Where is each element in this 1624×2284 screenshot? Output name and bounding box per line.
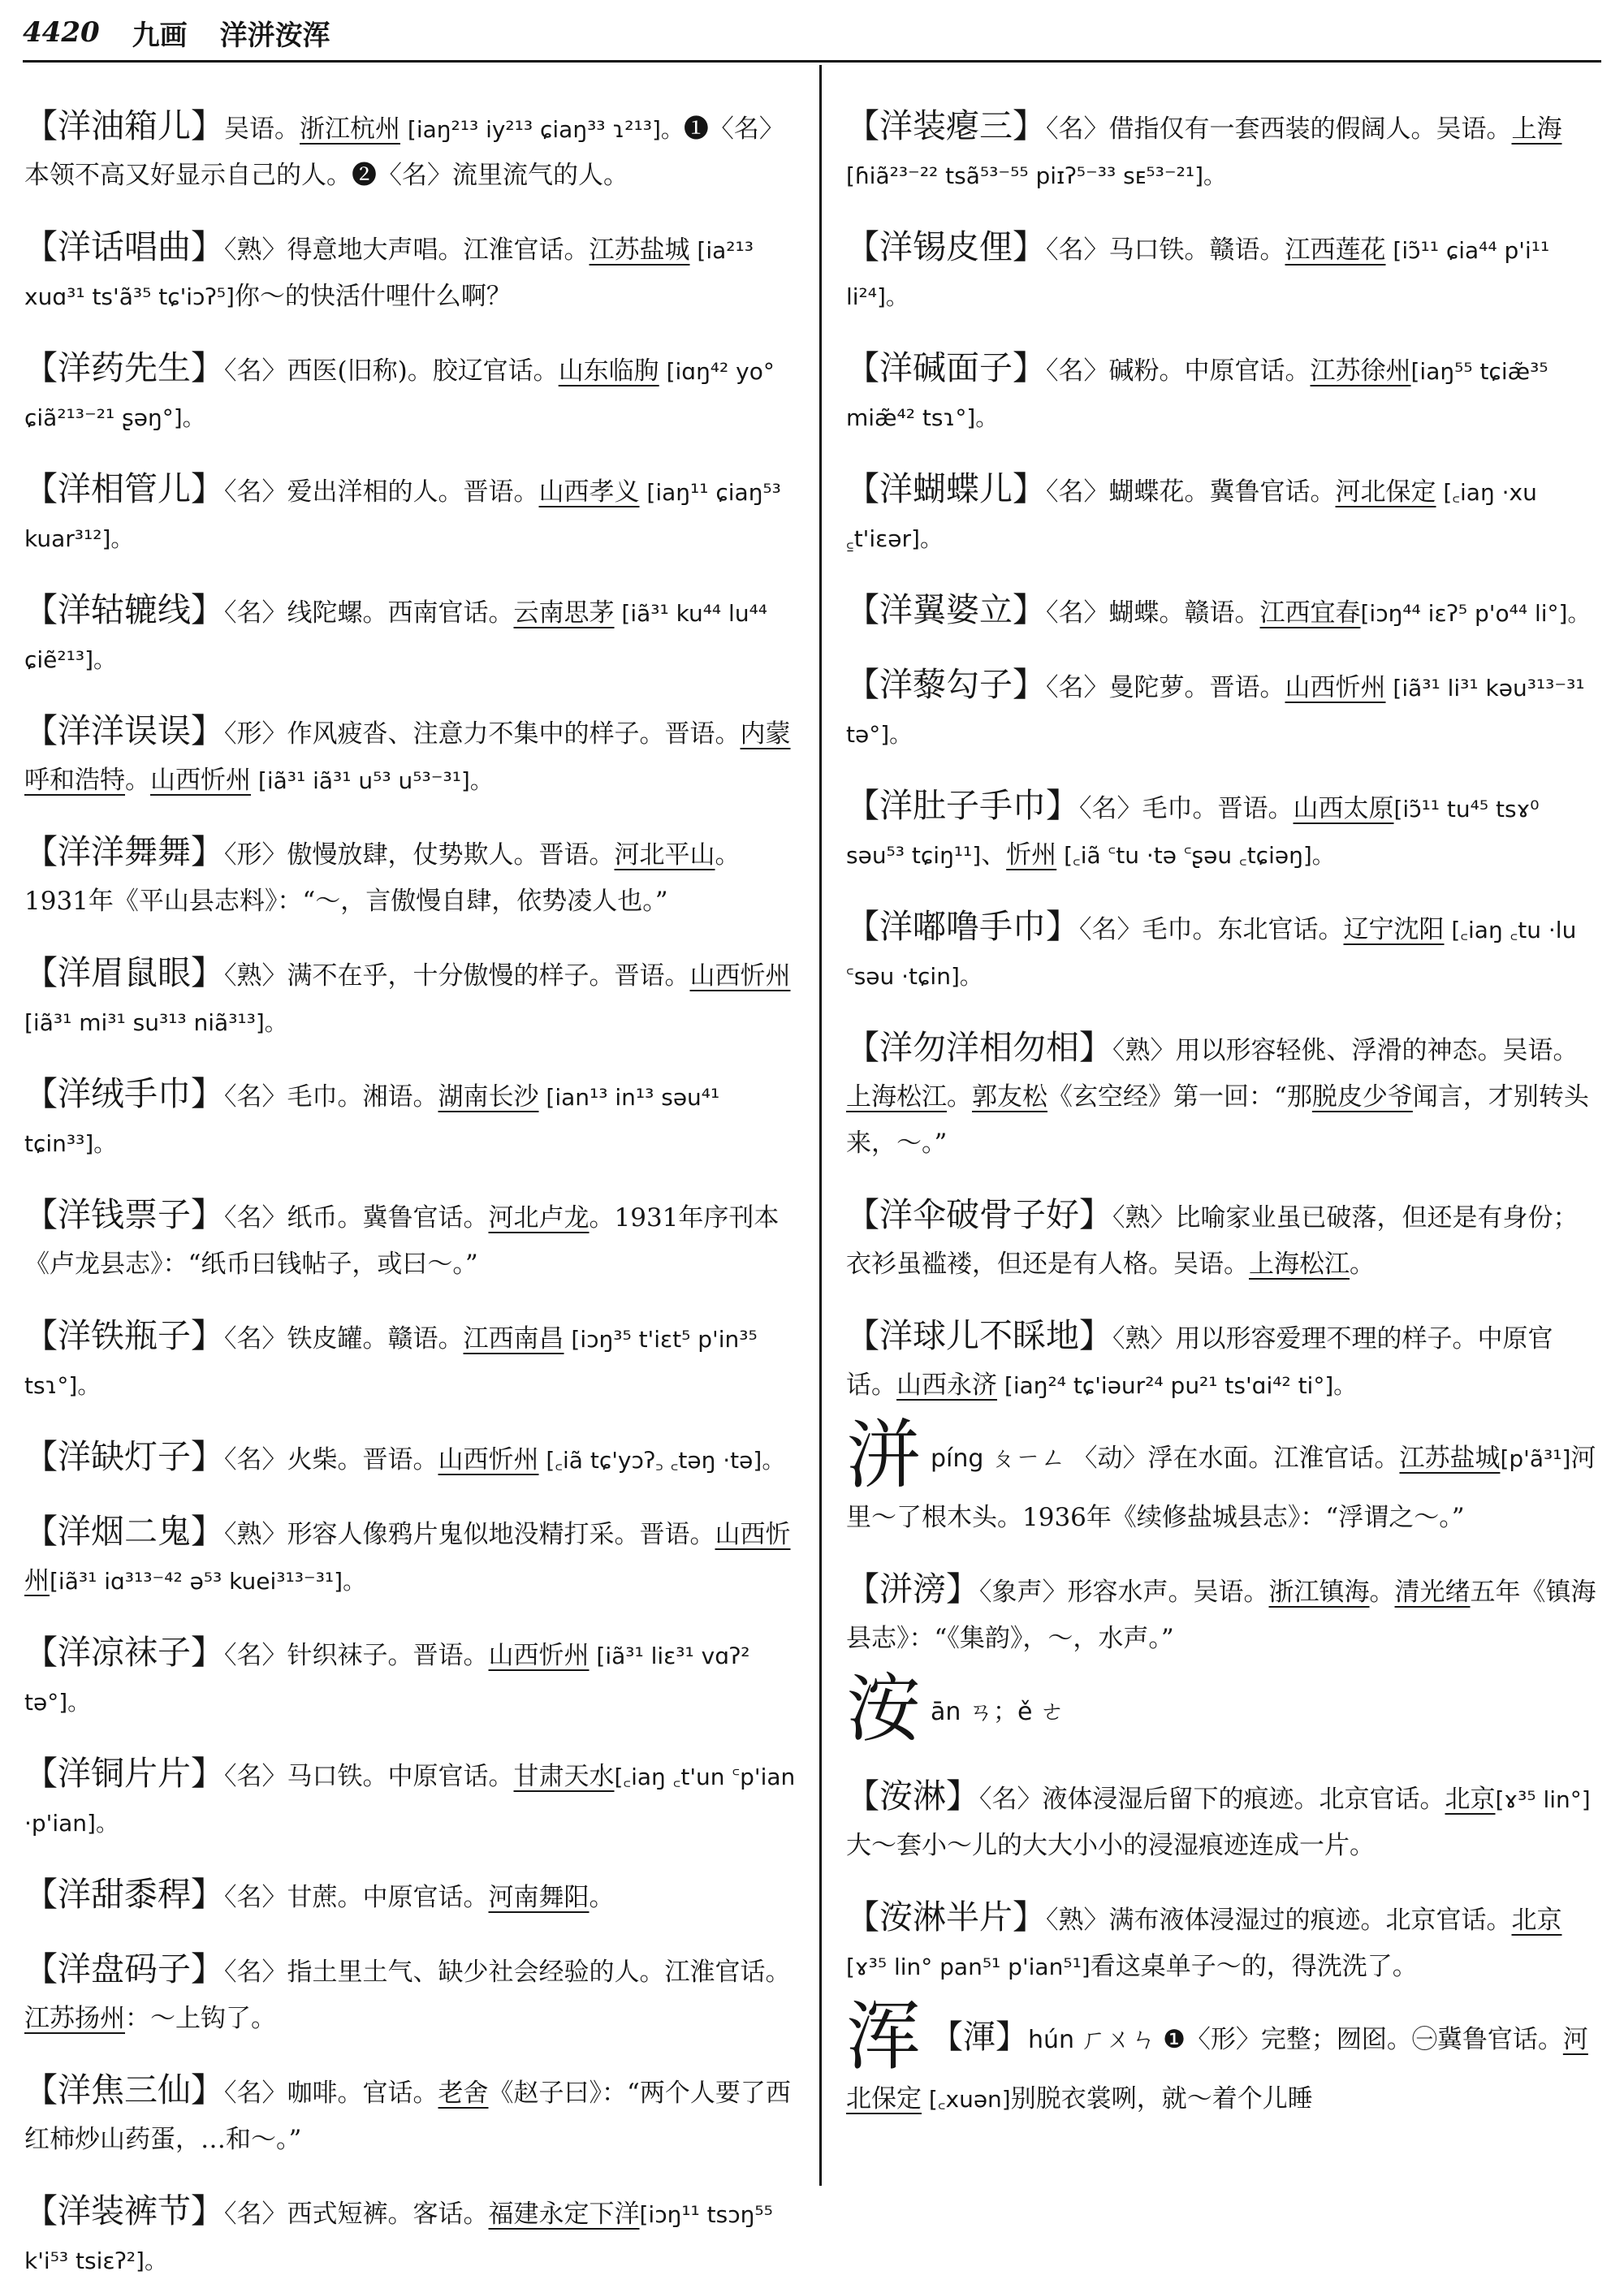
- phonetic-transcription: [ian¹³ in¹³ səu⁴¹ tɕin³³]。: [24, 1084, 720, 1157]
- place-name: 山西忻州: [24, 1520, 791, 1595]
- head-character: 洴: [846, 1412, 922, 1499]
- place-name: 江苏扬州: [24, 2004, 125, 2033]
- place-name: 山西太原: [1293, 794, 1394, 823]
- place-name: 郭友松: [972, 1082, 1047, 1112]
- dictionary-entry: [846, 1192, 1600, 1288]
- definition-text: 你～的快活什哩什么啊？: [234, 282, 512, 311]
- place-name: 江西宜春: [1259, 598, 1361, 628]
- place-name: 山西忻州: [150, 766, 251, 795]
- entry-headword: 【洋轱辘线】: [24, 590, 224, 629]
- place-name: 云南思茅: [513, 598, 615, 628]
- definition-text: 。: [125, 766, 150, 795]
- place-name: 上海松江: [846, 1082, 947, 1112]
- definition-text: 吴语。: [224, 114, 300, 144]
- place-name: 清光绪: [1394, 1578, 1471, 1607]
- page-header: [23, 8, 1601, 57]
- entry-headword: 【洋油箱儿】: [24, 106, 224, 145]
- phonetic-transcription: [iɔ̃¹¹ tu⁴⁵ tsɤ⁰ səu⁵³ tɕiŋ¹¹]: [846, 796, 1540, 869]
- definition-text: 闻言，才别转头来，～。”: [846, 1082, 1589, 1158]
- place-name: 老舍: [438, 2079, 489, 2108]
- definition-text: 〈名〉火柴。晋语。: [224, 1445, 438, 1474]
- dictionary-entry: [24, 708, 802, 804]
- entry-headword: 【洋锡皮俚】: [846, 227, 1046, 266]
- entry-headword: 【洋药先生】: [24, 348, 224, 387]
- place-name: 山西忻州: [689, 961, 791, 991]
- stroke-section: 九画: [132, 19, 188, 52]
- definition-text: 别脱衣裳咧，就～着个儿睡: [1010, 2084, 1313, 2113]
- phonetic-transcription: [꜀iaŋ ꜀tu ·lu ꜂səu ·tɕin]。: [846, 917, 1577, 990]
- place-name: 河南舞阳: [488, 1883, 590, 1912]
- entry-headword: 【洋肚子手巾】: [846, 786, 1079, 825]
- definition-text: 。1931年序刊本《卢龙县志》：“纸币曰钱帖子，或曰～。”: [24, 1203, 780, 1279]
- phonetic-transcription: [꜀iã tɕ'yɔʔ꜆ ꜀təŋ ·tə]。: [538, 1447, 785, 1474]
- character-entry: [846, 1993, 1600, 2122]
- bopomofo: ㄏㄨㄣ: [1081, 2025, 1157, 2054]
- place-name: 浙江镇海: [1268, 1578, 1370, 1607]
- definition-text: 〈名〉针织袜子。晋语。: [224, 1641, 489, 1670]
- entry-headword: 【洝淋半片】: [846, 1898, 1046, 1936]
- pinyin: ān ㄢ；ě ㄜ: [931, 1698, 1065, 1726]
- dictionary-entry: [24, 2188, 802, 2284]
- entry-headword: 【洋翼婆立】: [846, 590, 1046, 629]
- dictionary-entry: [24, 1630, 802, 1725]
- dictionary-entry: [846, 1894, 1600, 1990]
- entry-headword: 【洋装裤节】: [24, 2191, 224, 2230]
- definition-text: 〈名〉曼陀萝。晋语。: [1046, 673, 1285, 702]
- definition-text: 〈名〉马口铁。中原官话。: [224, 1762, 514, 1791]
- dictionary-entry: [24, 1192, 802, 1288]
- definition-text: 〈熟〉满布液体浸湿过的痕迹。北京官话。: [1046, 1906, 1512, 1935]
- phonetic-transcription: [iã³¹ liɛ³¹ vɑʔ² tə°]。: [24, 1643, 750, 1716]
- place-name: 河北保定: [1335, 477, 1436, 507]
- place-name: 上海松江: [1249, 1250, 1350, 1279]
- definition-text: 〈名〉甘蔗。中原官话。: [224, 1883, 489, 1912]
- place-name: 山西忻州: [438, 1445, 539, 1474]
- definition-text: 〈名〉铁皮罐。赣语。: [224, 1324, 464, 1354]
- definition-text: 。: [1369, 1578, 1395, 1607]
- phonetic-transcription: [ia²¹³ xuɑ³¹ ts'ã³⁵ tɕ'iɔʔ⁵]: [24, 237, 754, 310]
- definition-text: 〈名〉指土里土气、缺少社会经验的人。江淮官话。: [224, 1958, 791, 1987]
- dictionary-entry: [24, 1509, 802, 1604]
- place-name: 江西莲花: [1285, 235, 1386, 265]
- place-name: 江苏盐城: [589, 235, 690, 265]
- definition-text: 。: [947, 1082, 972, 1112]
- place-name: 脱皮少爷: [1311, 1082, 1413, 1112]
- entry-headword: 【洋藜勾子】: [846, 665, 1046, 704]
- page-number: 4420: [23, 16, 100, 49]
- traditional-variant: 【渾】: [931, 2018, 1029, 2056]
- phonetic-transcription: [iɔŋ⁴⁴ iɛʔ⁵ p'o⁴⁴ li°]。: [1360, 600, 1591, 627]
- dictionary-entry: [24, 1946, 802, 2042]
- place-name: 山西忻州: [1285, 673, 1386, 702]
- place-name: 山西忻州: [488, 1641, 590, 1670]
- phonetic-transcription: [iɑŋ⁴² yo° ɕiã²¹³⁻²¹ ʂəŋ°]。: [24, 358, 775, 431]
- dictionary-entry: [846, 1313, 1600, 1409]
- definition-text: 〈名〉西式短裤。客话。: [224, 2200, 489, 2229]
- place-name: 河北平山: [614, 840, 715, 870]
- phonetic-transcription: [iaŋ⁵⁵ tɕiæ̃³⁵ miæ̃⁴² tsɿ°]。: [846, 358, 1548, 431]
- running-headwords: 洋洴洝浑: [219, 19, 330, 52]
- place-name: 山西孝义: [538, 477, 640, 507]
- place-name: 上海: [1511, 114, 1562, 144]
- dictionary-entry: [846, 1773, 1600, 1869]
- definition-text: 〈形〉傲慢放肆，仗势欺人。晋语。: [224, 840, 615, 870]
- phonetic-transcription: [iã³¹ mi³¹ su³¹³ niã³¹³]。: [24, 1009, 287, 1036]
- definition-text: 。: [589, 1883, 615, 1912]
- place-name: 福建永定下洋: [488, 2200, 640, 2229]
- entry-headword: 【洋盘码子】: [24, 1949, 224, 1988]
- dictionary-entry: [24, 1751, 802, 1846]
- place-name: 忻州: [1006, 840, 1057, 870]
- definition-text: 〈名〉马口铁。赣语。: [1046, 235, 1285, 265]
- phonetic-transcription: [꜀iaŋ ·xu ꜁t'iɛər]。: [846, 479, 1537, 552]
- definition-text: 〈名〉线陀螺。西南官话。: [224, 598, 514, 628]
- definition-text: 〈名〉纸币。冀鲁官话。: [224, 1203, 489, 1233]
- place-name: 河北卢龙: [488, 1203, 590, 1233]
- entry-headword: 【洋蝴蝶儿】: [846, 469, 1046, 508]
- definition-text: 看这桌单子～的，得洗洗了。: [1090, 1952, 1418, 1981]
- dictionary-entry: [24, 224, 802, 320]
- phonetic-transcription: [iã³¹ li³¹ kəu³¹³⁻³¹ tə°]。: [846, 675, 1585, 748]
- entry-headword: 【洋焦三仙】: [24, 2070, 224, 2109]
- definition-text: 〈名〉咖啡。官话。: [224, 2079, 438, 2108]
- entry-headword: 【洋球儿不睬地】: [846, 1316, 1112, 1355]
- definition-text: 。: [1350, 1250, 1375, 1279]
- place-name: 山西永济: [896, 1371, 997, 1400]
- dictionary-entry: [24, 1071, 802, 1167]
- definition-text: ❶〈名〉本领不高又好显示自己的人。❷〈名〉流里流气的人。: [24, 114, 784, 190]
- place-name: 湖南长沙: [438, 1082, 539, 1112]
- bopomofo: ㄆㄧㄥ: [990, 1444, 1066, 1473]
- dictionary-entry: [24, 1313, 802, 1409]
- phonetic-transcription: [꜀iaŋ ꜀t'un ꜂p'ian ·p'ian]。: [24, 1764, 796, 1837]
- place-name: 江苏盐城: [1399, 1444, 1501, 1473]
- definition-text: 《赵子曰》：“两个人要了西红柿炒山药蛋，…和～。”: [24, 2079, 791, 2154]
- definition-text: 〈形〉作风疲沓、注意力不集中的样子。晋语。: [224, 719, 741, 749]
- head-character: 洝: [846, 1665, 922, 1752]
- definition-text: ❶〈形〉完整；囫囵。㊀冀鲁官话。: [1163, 2025, 1563, 2054]
- definition-text: 〈名〉爱出洋相的人。晋语。: [224, 477, 539, 507]
- definition-text: 、: [981, 840, 1007, 870]
- place-name: 江西南昌: [463, 1324, 564, 1354]
- phonetic-transcription: [ɤ³⁵ lin° pan⁵¹ p'ian⁵¹]: [846, 1954, 1091, 1980]
- dictionary-entry: [846, 224, 1600, 320]
- dictionary-entry: [24, 345, 802, 441]
- phonetic-transcription: [iã³¹ ku⁴⁴ lu⁴⁴ ɕiẽ²¹³]。: [24, 600, 768, 673]
- dictionary-entry: [24, 2067, 802, 2163]
- place-name: 内蒙呼和浩特: [24, 719, 791, 795]
- phonetic-transcription: [iɔŋ¹¹ tsɔŋ⁵⁵ k'i⁵³ tsiɛʔ²]。: [24, 2201, 773, 2274]
- phonetic-transcription: [꜀iã ꜂tu ·tə ꜂ʂəu ꜀tɕiəŋ]。: [1056, 842, 1335, 869]
- dictionary-entry: [846, 783, 1600, 879]
- entry-headword: 【洋铁瓶子】: [24, 1316, 224, 1355]
- phonetic-transcription: [iɔŋ³⁵ t'iɛt⁵ p'in³⁵ tsɿ°]。: [24, 1326, 758, 1399]
- phonetic-transcription: [iɔ̃¹¹ ɕia⁴⁴ p'i¹¹ li²⁴]。: [846, 237, 1550, 310]
- character-entry: [846, 1412, 1600, 1541]
- dictionary-entry: [24, 587, 802, 683]
- character-entry: [846, 1665, 1600, 1752]
- entry-headword: 【洋嘟噜手巾】: [846, 907, 1079, 946]
- phonetic-transcription: [p'ã³¹]: [1500, 1445, 1571, 1472]
- definition-text: 〈名〉蝴蝶花。冀鲁官话。: [1046, 477, 1336, 507]
- entry-headword: 【洋铜片片】: [24, 1754, 224, 1793]
- phonetic-transcription: [ɦiã²³⁻²² tsã⁵³⁻⁵⁵ piɪʔ⁵⁻³³ sᴇ⁵³⁻²¹]。: [846, 162, 1227, 189]
- entry-headword: 【洋碱面子】: [846, 348, 1046, 387]
- place-name: 北京: [1511, 1906, 1562, 1935]
- entry-headword: 【洋相管儿】: [24, 469, 224, 508]
- dictionary-entry: [846, 466, 1600, 562]
- dictionary-entry: [24, 1872, 802, 1921]
- definition-text: 〈名〉毛巾。东北官话。: [1079, 915, 1344, 944]
- definition-text: 五年《镇海县志》：“《集韵》，～，水声。”: [846, 1578, 1596, 1653]
- dictionary-entry: [846, 904, 1600, 1000]
- definition-text: 〈名〉液体浸湿后留下的痕迹。北京官话。: [979, 1785, 1445, 1814]
- entry-headword: 【洋洋舞舞】: [24, 832, 224, 871]
- definition-text: 〈熟〉形容人像鸦片鬼似地没精打采。晋语。: [224, 1520, 715, 1549]
- phonetic-transcription: [꜀xuən]: [922, 2086, 1011, 2113]
- definition-text: 〈名〉借指仅有一套西装的假阔人。吴语。: [1046, 114, 1512, 144]
- entry-headword: 【洋装瘪三】: [846, 106, 1046, 145]
- definition-text: 〈名〉毛巾。湘语。: [224, 1082, 438, 1112]
- place-name: 甘肃天水: [513, 1762, 615, 1791]
- left-column: [24, 78, 802, 2274]
- place-name: 浙江杭州: [300, 114, 400, 144]
- definition-text: 大～套小～儿的大大小小的浸湿痕迹连成一片。: [846, 1831, 1375, 1860]
- dictionary-entry: [846, 587, 1600, 637]
- phonetic-transcription: [iaŋ²¹³ iy²¹³ ɕiaŋ³³ ɿ²¹³]。: [400, 116, 684, 143]
- definition-text: 《玄空经》第一回：“那: [1047, 1082, 1312, 1112]
- place-name: 辽宁沈阳: [1343, 915, 1445, 944]
- entry-headword: 【洋话唱曲】: [24, 227, 224, 266]
- definition-text: 河里～了根木头。1936年《续修盐城县志》：“浮谓之～。”: [846, 1444, 1596, 1532]
- entry-headword: 【洝淋】: [846, 1777, 979, 1816]
- dictionary-entry: [24, 1434, 802, 1483]
- definition-text: 〈名〉毛巾。晋语。: [1079, 794, 1294, 823]
- column-divider: [819, 65, 822, 2186]
- dictionary-entry: [24, 103, 802, 199]
- definition-text: 〈名〉碱粉。中原官话。: [1046, 356, 1311, 386]
- entry-headword: 【洴滂】: [846, 1569, 979, 1608]
- definition-text: ：～上钩了。: [125, 2004, 276, 2033]
- head-character: 浑: [846, 1993, 922, 2080]
- phonetic-transcription: [iaŋ²⁴ tɕ'iəur²⁴ pu²¹ ts'ɑi⁴² ti°]。: [997, 1372, 1357, 1399]
- dictionary-entry: [24, 466, 802, 562]
- definition-text: 〈熟〉用以形容轻佻、浮滑的神态。吴语。: [1112, 1036, 1579, 1065]
- dictionary-entry: [24, 829, 802, 925]
- phonetic-transcription: [ɤ³⁵ lin°]: [1495, 1786, 1591, 1813]
- dictionary-entry: [846, 103, 1600, 199]
- dictionary-entry: [24, 950, 802, 1046]
- dictionary-entry: [846, 1566, 1600, 1662]
- place-name: 河北保定: [846, 2025, 1588, 2113]
- right-column: [846, 78, 1600, 2186]
- definition-text: 〈动〉浮在水面。江淮官话。: [1072, 1444, 1400, 1473]
- dictionary-entry: [846, 345, 1600, 441]
- place-name: 北京: [1445, 1785, 1496, 1814]
- definition-text: 〈熟〉得意地大声唱。江淮官话。: [224, 235, 590, 265]
- phonetic-transcription: [iaŋ¹¹ ɕiaŋ⁵³ kuar³¹²]。: [24, 479, 781, 552]
- entry-headword: 【洋洋误误】: [24, 711, 224, 750]
- entry-headword: 【洋勿洋相勿相】: [846, 1028, 1112, 1067]
- definition-text: 〈名〉蝴蝶。赣语。: [1046, 598, 1260, 628]
- definition-text: 〈熟〉比喻家业虽已破落，但还是有身份；衣衫虽褴褛，但还是有人格。吴语。: [846, 1203, 1579, 1279]
- entry-headword: 【洋伞破骨子好】: [846, 1195, 1112, 1234]
- definition-text: 。1931年《平山县志料》：“～，言傲慢自肆，依势凌人也。”: [24, 840, 741, 916]
- definition-text: 〈熟〉满不在乎，十分傲慢的样子。晋语。: [224, 961, 690, 991]
- pinyin: píng: [931, 1444, 984, 1473]
- dictionary-entry: [846, 1025, 1600, 1167]
- place-name: 山东临朐: [558, 356, 659, 386]
- entry-headword: 【洋钱票子】: [24, 1195, 224, 1234]
- entry-headword: 【洋甜黍稈】: [24, 1875, 224, 1914]
- entry-headword: 【洋眉鼠眼】: [24, 953, 224, 992]
- entry-headword: 【洋缺灯子】: [24, 1437, 224, 1476]
- entry-headword: 【洋烟二鬼】: [24, 1512, 224, 1551]
- phonetic-transcription: [iã³¹ iɑ³¹³⁻⁴² ə⁵³ kuei³¹³⁻³¹]。: [50, 1568, 366, 1595]
- pinyin: hún: [1028, 2026, 1075, 2054]
- place-name: 江苏徐州: [1310, 356, 1411, 386]
- entry-headword: 【洋绒手巾】: [24, 1074, 224, 1113]
- dictionary-entry: [846, 662, 1600, 758]
- entry-headword: 【洋凉袜子】: [24, 1633, 224, 1672]
- header-rule: [23, 60, 1601, 63]
- definition-text: 〈象声〉形容水声。吴语。: [979, 1578, 1269, 1607]
- definition-text: 〈熟〉用以形容爱理不理的样子。中原官话。: [846, 1324, 1553, 1400]
- definition-text: 〈名〉西医(旧称)。胶辽官话。: [224, 356, 559, 386]
- phonetic-transcription: [iã³¹ iã³¹ u⁵³ u⁵³⁻³¹]。: [251, 767, 493, 794]
